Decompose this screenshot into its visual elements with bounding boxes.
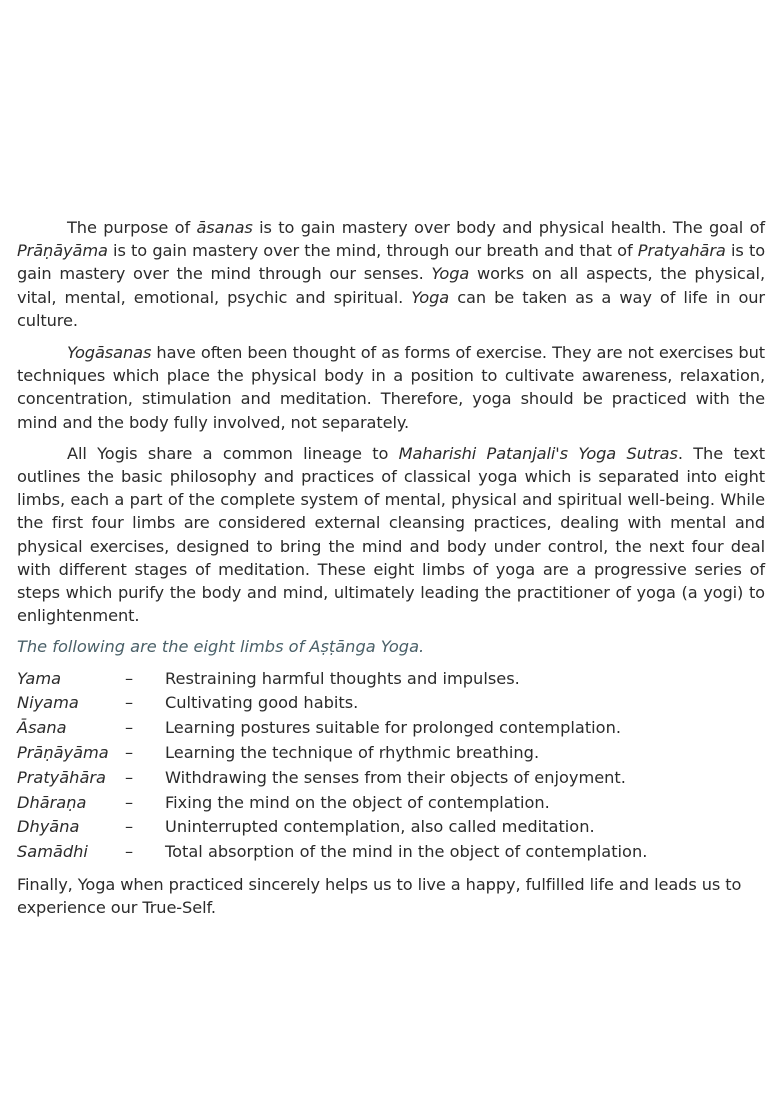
limb-description: Learning postures suitable for prolonged contemplation. <box>165 718 621 738</box>
limb-item-niyama <box>17 691 765 716</box>
limb-term: Niyama <box>17 693 79 713</box>
limb-dash: – <box>125 792 134 812</box>
limb-dash: – <box>125 743 134 763</box>
limb-dash: – <box>125 718 134 738</box>
limb-item-samadhi <box>17 840 765 865</box>
eight-limbs-list <box>17 667 765 865</box>
limb-item-dhyana <box>17 815 765 840</box>
limb-term: Yama <box>17 668 62 688</box>
text-run: works on all aspects, the physical, vital, mental, emotional, psychic and spiritual. <box>17 264 765 307</box>
italic-term: Yoga <box>431 264 470 284</box>
limb-dash: – <box>125 693 134 713</box>
text-run: The purpose of <box>67 218 197 237</box>
limb-term: Dhāraṇa <box>17 792 87 812</box>
limb-description: Restraining harmful thoughts and impulses. <box>165 668 520 688</box>
limb-term: Āsana <box>17 718 67 738</box>
text-run: have often been thought of as forms of exercise. They are not exercises but techniques which place the physical body in a position to cultivate awareness, relaxation, concentration, stimulation and meditation. Therefore, yoga should be practiced with the mind and the body fully involved, not separately. <box>17 343 765 432</box>
closing-paragraph: Finally, Yoga when practiced sincerely helps us to live a happy, fulfilled life and leads us to experience our True-Self. <box>17 875 742 918</box>
limb-description: Total absorption of the mind in the object of contemplation. <box>165 842 648 862</box>
text-run: is to gain mastery over the mind through our senses. <box>17 241 765 284</box>
paragraph-yogasanas <box>17 341 765 434</box>
italic-term: Prāṇāyāma <box>17 241 108 261</box>
limb-dash: – <box>125 842 134 862</box>
text-run: All Yogis share a common lineage to <box>67 443 399 463</box>
italic-term: Maharishi Patanjali's Yoga Sutras <box>398 443 678 463</box>
italic-term: āsanas <box>196 218 253 237</box>
text-run: . The text outlines the basic philosophy and practices of classical yoga which is separated into eight limbs, each a part of the complete system of mental, physical and spiritual well-being. While the first four limbs are considered external cleansing practices, dealing with mental and physical exercises, designed to bring the mind and body under control, the next four deal with different stages of meditation. These eight limbs of yoga are a progressive series of steps which purify the body and mind, ultimately leading the practitioner of yoga (a yogi) to enlightenment. <box>17 443 765 626</box>
paragraph-asanas-purpose <box>17 216 765 332</box>
limb-dash: – <box>125 668 134 688</box>
limb-dash: – <box>125 767 134 787</box>
limb-item-pranayama <box>17 741 765 766</box>
limb-item-asana <box>17 716 765 741</box>
limb-description: Uninterrupted contemplation, also called meditation. <box>165 817 595 837</box>
limb-dash: – <box>125 817 134 837</box>
limb-item-dharana <box>17 791 765 816</box>
italic-term: Yoga <box>411 287 450 307</box>
text-run: can be taken as a way of life in our culture. <box>17 287 765 330</box>
italic-term: Yogāsanas <box>67 343 152 363</box>
limbs-intro-heading: The following are the eight limbs of Aṣṭānga Yoga. <box>17 637 425 657</box>
limb-term: Prāṇāyāma <box>17 743 109 763</box>
limb-term: Dhyāna <box>17 817 80 837</box>
text-run: is to gain mastery over body and physical health. The goal of <box>252 218 765 237</box>
paragraph-patanjali-lineage <box>17 442 765 628</box>
limb-description: Learning the technique of rhythmic breathing. <box>165 743 540 763</box>
limb-description: Cultivating good habits. <box>165 693 359 713</box>
document-page <box>17 216 765 927</box>
limb-term: Samādhi <box>17 842 88 862</box>
limb-item-pratyahara <box>17 766 765 791</box>
limb-item-yama <box>17 667 765 692</box>
text-run: is to gain mastery over the mind, through our breath and that of <box>107 241 638 261</box>
limb-description: Fixing the mind on the object of contemplation. <box>165 792 550 812</box>
limb-term: Pratyāhāra <box>17 767 106 787</box>
italic-term: Pratyahāra <box>637 241 726 261</box>
limb-description: Withdrawing the senses from their objects of enjoyment. <box>165 767 626 787</box>
